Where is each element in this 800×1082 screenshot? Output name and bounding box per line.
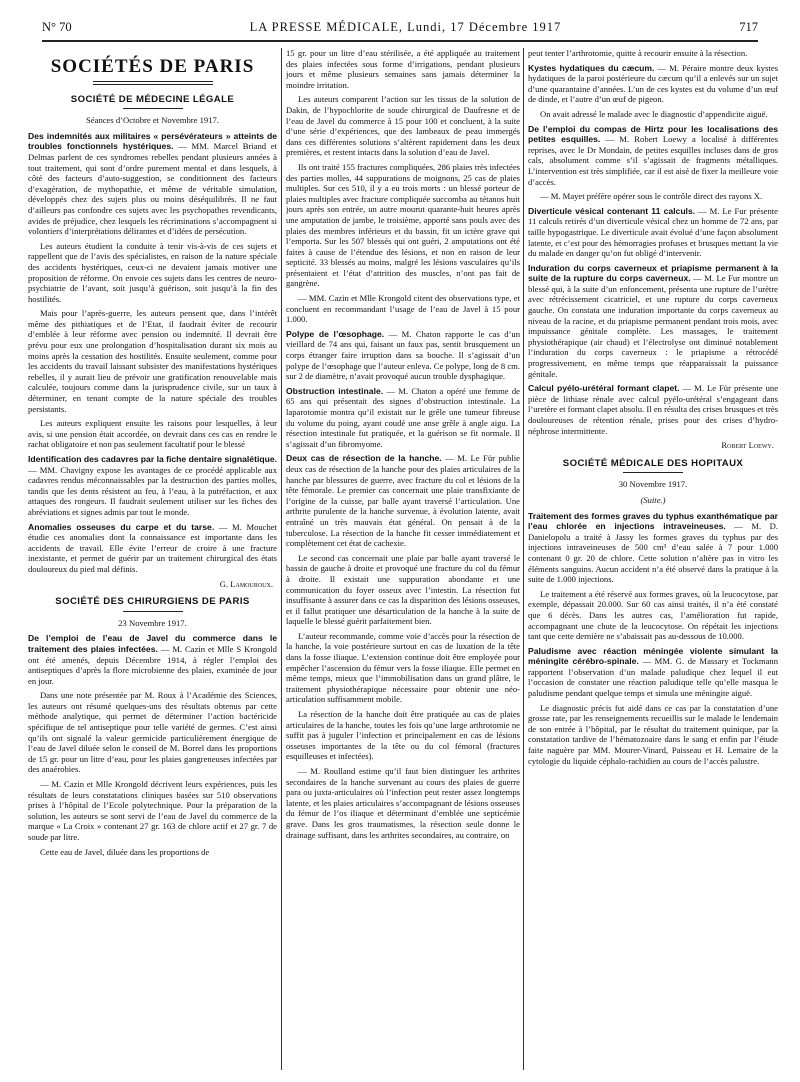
paragraph: Mais pour l’après-guerre, les auteurs pensent que, dans l’intérêt même des pithiatiques et de l’Etat, il faudrait éviter de recourir d’emblée à leur réforme avec pension ou indemnité. Il devrait être prévu pour eux une prolongation d’hospitalisation durant six mois au moins après la cessation des hostilités. Ensuite seulement, comme pour les accidents du travail laissant subsister des manifestations hystériques rebelles, il y aurait lieu de prévoir une gratification renouvelable mais calculée, toujours comme dans la jurisprudence civile, sur un taux à déterminer, en tenant compte de la nature spéciale des troubles persistants. xyxy=(28,308,277,414)
article-text: — M. Le Fur montre un blessé qui, à la suite d’un enfoncement, présenta une rupture de l’urètre avec rétrécissement cicatriciel, et une rupture du corps caverneux gauche. On constata une induration importante du corps caverneux au niveau de la racine, et du priapisme permanent pendant trois mois, avec impuissance génitale complète. Les massages, le traitement physiothérapique (air chaud) et l’électrolyse ont diminué notablement l’induration du corps caverneux : le priapisme a rétrocédé progressivement, en même temps que réapparaissait la puissance génitale. xyxy=(528,273,778,379)
article-text: — MM. Chavigny expose les avantages de ce procédé applicable aux cadavres rendus méconnaissables par la destruction des parties molles, tandis que les dents résistent au feu, à l’eau, à la putréfaction, et aux attaques des rongeurs. Il faudrait seulement utiliser sur les fiches des abréviations et signes admis par tout le monde. xyxy=(28,464,277,517)
article-text: — M. Péraire montre deux kystes hydatiques de la paroi postérieure du cæcum qu’il a enlevés sur un sujet d’une quarantaine d’années. L’un de ces kystes est du volume d’un œuf de dinde, et l’autre d’un œuf de pigeon. xyxy=(528,62,778,105)
column-divider xyxy=(281,48,282,1070)
article-text: — M. D. Danielopolu a traité à Jassy les formes graves du typhus par des injections intraveineuses de 500 cm³ d’eau salée à 7 pour 1.000 contenant 0 gr. 20 de chlore. Cette solution n’altère pas in vitro les éléments sanguins. Aucun accident n’a été observé dans la pratique à la suite de 1.000 injections. xyxy=(528,521,778,585)
section-title: SOCIÉTÉ DES CHIRURGIENS DE PARIS xyxy=(55,596,250,608)
article-heading: Diverticule vésical contenant 11 calculs. xyxy=(528,205,696,216)
article-text: — M. Le Für présente une pièce de lithiase rénale avec calcul pyélo-urétéral s’engageant dans l’uretère et formant clapet absolu. Il en résulta des crises brusques et très douloureuses de rétention rénale, prises pour des crises d’hydro-néphrose intermittente. xyxy=(528,383,778,436)
article-heading: Induration du corps caverneux et priapisme permanent à la suite de la rupture du corps caverneux. xyxy=(528,262,778,284)
paragraph: Le diagnostic précis fut aidé dans ce cas par la constatation d’une grosse rate, par les renseignements recueillis sur le malade le lendemain de son entrée à l’hôpital, par le résultat du traitement quinique, par la constatation tardive de l’hématozoaire dans le sang et enfin par l’étude faite naguère par MM. Mourer-Vinard, Paisseau et H. Lemaire de la cytologie du liquide céphalo-rachidien au cours de l’accès palustre. xyxy=(528,702,778,766)
article-heading: Identification des cadavres par la fiche dentaire signalétique. xyxy=(28,454,277,464)
article-heading: Des indemnités aux militaires « persévérateurs » atteints de troubles fonctionnels hystériques. xyxy=(28,130,277,152)
session-date: 23 Novembre 1917. xyxy=(118,617,187,628)
article-text: — M. Chaton rapporte le cas d’un vieillard de 74 ans qui, faisant un faux pas, sentit brusquement un corps étranger faire irruption dans sa bouche. Il s’agissait d’un polype de l’œsophage que l’auteur enleva. Ce polype, long de 8 cm. sur 2 de diamètre, n’avait provoqué aucun trouble dysphagique. xyxy=(286,328,520,382)
article-heading: De l’emploi de l’eau de Javel du commerce dans le traitement des plaies infectées. xyxy=(28,633,277,654)
paragraph: — M. Cazin et Mlle Krongold décrivent leurs expériences, puis les résultats de leurs constatations cliniques basées sur 510 observations prises à l’hôpital de l’Ecole polytechnique. Pour la préparation de la solution, les auteurs se sont servi de l’eau de Javel du commerce de la marque « La Croix » contenant 27 gr. 163 de chlore actif et 27 gr. 7 de soude par litre. xyxy=(28,779,277,842)
paragraph: — M. Roulland estime qu’il faut bien distinguer les arthrites secondaires de la hanche survenant au cours des plaies de guerre para ou juxta-articulaires où l’infection peut rester assez longtemps latente, et les plaies articulaires s’accompagnant de lésions osseuses du fémur de l’os iliaque et déterminant d’emblée une septicémie grave. Dans les gros traumatismes, la résection seule donne le drainage suffisant, dans les arthrites secondaires, au contraire, on xyxy=(286,766,520,840)
page-header xyxy=(42,14,758,42)
article-heading: Calcul pyélo-urétéral formant clapet. xyxy=(528,383,680,394)
signature: G. Lamouroux. xyxy=(219,578,273,589)
article-heading: De l’emploi du compas de Hirtz pour les localisations des petites esquilles. xyxy=(528,123,778,145)
paragraph: La résection de la hanche doit être pratiquée au cas de plaies articulaires de la hanche, toutes les fois qu’une large arthrotomie ne suffit pas à juguler l’infection et principalement en cas de lésions osseuses importantes de la tête ou du col fémoral (fractures esquilleuses et infectées). xyxy=(286,709,520,762)
paragraph: On avait adressé le malade avec le diagnostic d’appendicite aiguë. xyxy=(540,108,768,119)
article-text: — M. Le Für publie deux cas de résection de la hanche pour des plaies articulaires de la hanche par blessures de guerre, avec fracture du col et lésions de la tête fémorale. Le premier cas concernait une plaie transfixiante de l’origine de la cuisse, par balle ayant traversé l’articulation. Une arthrite purulente de la hanche survenue, à évolution latente, avait entraîné un très mauvais état général. On pensait à de la tuberculose. La résection de la hanche fit cesser immédiatement et complètement cet état de cachexie. xyxy=(286,453,520,549)
section-rule xyxy=(623,472,683,473)
section-rule xyxy=(123,108,183,109)
continuation-note: (Suite.) xyxy=(640,494,666,505)
paragraph: Le traitement a été réservé aux formes graves, où la leucocytose, par exemple, dépassait 20.000. Sur 60 cas ainsi traités, il n’a été constaté que 6 décès. Dans les autres cas, l’amélioration fut rapide, accompagnant une chute de la leucocytose. On répétait les injections tant que cette dernière ne s’abaissait pas au-dessous de 10.000. xyxy=(528,588,778,642)
paragraph: Les auteurs étudient la conduite à tenir vis-à-vis de ces sujets et rappellent que de l’avis des spécialistes, en raison de la nature spéciale des accidents hystériques, ceux-ci ne devaient jamais motiver une proposition de réforme. On envoie ces sujets dans les centres de neuro-psychiatrie de l’avant, soit jusqu’à guérison, soit jusqu’à la fin des hostilités. xyxy=(28,240,277,304)
section-title: SOCIÉTÉ MÉDICALE DES HOPITAUX xyxy=(562,457,744,469)
article-text: — M. Chaton a opéré une femme de 65 ans qui présentait des signes d’obstruction intestinale. La laparotomie montra qu’il existait sur le grêle une tumeur fibreuse du volume du poing, ayant coudé une anse grêle à angle aigu. La résection intestinale fut pratiquée, et la guérison se fit normale. Il s’agissait d’un fibromyome. xyxy=(286,385,520,449)
paragraph: — MM. Cazin et Mlle Krongold citent des observations type, et concluent en recommandant l’usage de l’eau de Javel à 15 pour 1.000. xyxy=(286,293,520,325)
paragraph: — M. Mayet préfère opérer sous le contrôle direct des rayons X. xyxy=(540,191,763,202)
section-rule xyxy=(123,611,183,612)
paragraph: Cette eau de Javel, diluée dans les proportions de xyxy=(40,846,210,857)
article-text: — M. Robert Loewy a localisé à différentes reprises, avec le Dr Mondain, de petites esquilles incluses dans de gros cals, absolument comme s’il s’agissait de fragments métalliques. L’intervention est très simplifiée, car il est aisé de fixer la meilleure voie d’accès. xyxy=(528,134,778,187)
article-text: — MM. Marcel Briand et Delmas parlent de ces syndromes rebelles pendant plusieurs années à tout traitement, qui sont d’ordre purement mental et dans lesquels, à côté des facteurs d’auto-suggestion, se conditionnent des facteurs d’exagération, de mythopathie, et même de véritable simulation, développés chez des sujets plus ou moins déséquilibrés. Il ne faut d’ailleurs pas confondre ces sujets avec les psychopathes revendicants, avides de préjudice, chez lesquels les récriminations s’accompagnent si volontiers d’interprétations délirantes et d’idées de persécution. xyxy=(28,141,277,237)
paragraph: 15 gr. pour un litre d’eau stérilisée, a été appliquée au traitement des plaies infectées sous forme d’irrigations, pendant plusieurs jours et même plusieurs semaines sans jamais déterminer la moindre irritation. xyxy=(286,48,520,90)
issue-number: N° 70 xyxy=(42,19,72,34)
column-3 xyxy=(528,48,778,1074)
article-text: — M. Cazin et Mlle S Krongold ont été amenés, depuis Décembre 1914, à régler l’emploi des antiseptiques d’après la flore microbienne des plaies, examinée de jour en jour. xyxy=(28,643,277,686)
article-heading: Paludisme avec réaction méningée violente simulant la méningite cérébro-spinale. xyxy=(528,645,778,667)
article-heading: Polype de l’œsophage. xyxy=(286,328,385,339)
session-date: Séances d’Octobre et Novembre 1917. xyxy=(86,115,219,126)
article-text: — MM. G. de Massary et Tockmann rapportent l’observation d’un malade paludique chez lequel il eut l’occasion de constater une réaction paludique telle qu’elle masqua le paludisme pendant quelque temps et simula une méningite aiguë. xyxy=(528,656,778,699)
paragraph: peut tenter l’arthrotomie, quitte à recourir ensuite à la résection. xyxy=(528,48,748,58)
column-1 xyxy=(28,48,277,1074)
article-heading: Obstruction intestinale. xyxy=(286,385,384,396)
column-divider xyxy=(523,48,524,1070)
session-date: 30 Novembre 1917. xyxy=(618,479,688,490)
article-heading: Kystes hydatiques du cæcum. xyxy=(528,62,655,73)
section-title: SOCIÉTÉ DE MÉDECINE LÉGALE xyxy=(70,93,235,105)
article-heading: Traitement des formes graves du typhus exanthématique par l’eau chlorée en injections intraveineuses. xyxy=(528,510,778,532)
paragraph: Les auteurs comparent l’action sur les tissus de la solution de Dakin, de l’hypochlorite de soude chirurgical de Daufresne et de l’eau de Javel du commerce à 15 pour 100 et concluent, à la suite d’une série d’expériences, que des lambeaux de peau immergés dans ces différentes solutions s’altèrent rapidement dans les deux premières, et restent intacts dans la solution d’eau de Javel. xyxy=(286,94,520,158)
article-heading: Deux cas de résection de la hanche. xyxy=(286,453,442,464)
journal-title: LA PRESSE MÉDICALE, Lundi, 17 Décembre 1917 xyxy=(249,19,562,34)
article-text: — M. Mouchet étudie ces anomalies dont la connaissance est importante dans les accidents de travail. Elle évite l’erreur de croire à une fracture inexistante, et permet de guérir par un traitement chirurgical des états douloureux du pied mal définis. xyxy=(28,521,277,574)
paragraph: Les auteurs expliquent ensuite les raisons pour lesquelles, à leur avis, si une pension était accordée, on devrait dans ces cas en rendre le rachat obligatoire et non pas seulement facultatif pour le blessé xyxy=(28,418,277,450)
article-text: — M. Le Fur présente 11 calculs retirés d’un diverticule vésical chez un homme de 72 ans, par taille hypogastrique. Le diverticule avait évolué d’une façon absolument latente, et c’est pour des hémorragies profuses et brusques mettant la vie du malade en danger qu’on fut obligé d’intervenir. xyxy=(528,205,778,259)
page-number: 717 xyxy=(739,19,758,34)
main-title: SOCIÉTÉS DE PARIS xyxy=(50,56,255,77)
signature: Robert Loewy. xyxy=(721,440,774,451)
title-rule xyxy=(93,81,213,85)
paragraph: Le second cas concernait une plaie par balle ayant traversé le bassin de gauche à droite et provoqué une fracture du col du fémur à droite. Il existait une suppuration abondante et une communication du foyer osseux avec l’intestin. La résection fut insuffisante à assurer dans ce cas la disparition des lésions osseuses, et il fallut pratiquer une désarticulation de la hanche à la suite de laquelle le blessé guérit parfaitement bien. xyxy=(286,552,520,627)
paragraph: Ils ont traité 155 fractures compliquées, 286 plaies très infectées des parties molles, 44 suppurations de moignons, 25 cas de plaies multiples. Sur ces 510, il y a eu trois morts : un blessé porteur de plaies multiples avec fracture compliquée succomba au tétanos huit jours après son entrée, un autre mourut quarante-huit heures après une amputation de jambe, le troisième, apporté sans pouls avec des plaies des membres inférieurs et du bassin, fit un ictère grave qui l’emporta. Sur les 507 blessés qui ont guéri, 2 amputations ont été faites à cause de l’étendue des lésions, et non en raison de leur septicité. 33 blessés au moins, malgré les lésions vasculaires qu’ils présentaient et l’état d’attrition des muscles, n’ont pas fait de gangrène. xyxy=(286,161,520,289)
article-heading: Anomalies osseuses du carpe et du tarse. xyxy=(28,521,215,532)
paragraph: L’auteur recommande, comme voie d’accès pour la résection de la hanche, la voie postérieure surtout en cas de luxation de la tête dans la fosse iliaque. L’extension continue doit être employée pour empêcher l’ascension du fémur vers la fosse iliaque. Elle permet en même temps, mieux que l’immobilisation dans un grand plâtre, le traitement physiothérapique nécessaire pour obtenir une néo-articulation suffisamment mobile. xyxy=(286,630,520,705)
column-2 xyxy=(286,48,520,1074)
paragraph: Dans une note présentée par M. Roux à l’Académie des Sciences, les auteurs ont résumé quelques-uns des résultats obtenus par cette méthode analytique, qui permet de déterminer l’action bactéricide spécifique de tel antiseptique pour telle variété de germes. C’est ainsi qu’ils ont signalé la valeur germicide particulièrement énergique de l’eau de Javel diluée selon le conseil de M. Borrel dans les proportions de 15 gr. pour un litre d’eau, pour les plaies gangreneuses infectées par des anaérobies. xyxy=(28,690,277,775)
